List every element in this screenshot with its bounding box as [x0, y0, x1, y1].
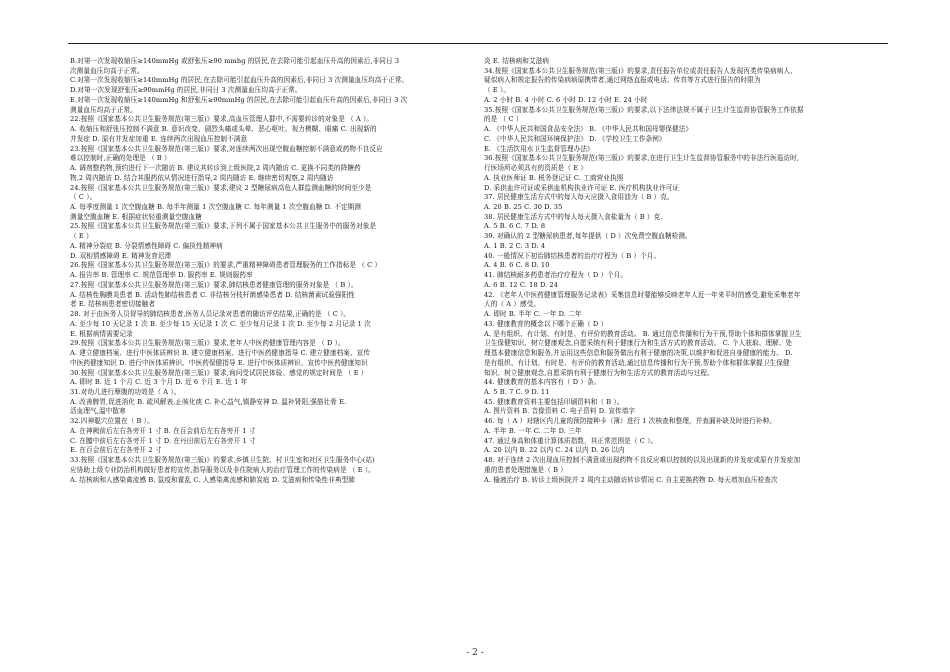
- text-line: 33.按照《国家基本公共卫生服务规范(第三版)》的要求,乡镇卫生院、村卫生室和社区卫生服务中心(站): [70, 456, 375, 465]
- text-line: 物,2 周内随访 D. 结合其服药依从情况进行指导,2 周内随访 E. 继续密切观察,2 周内随访: [70, 173, 334, 182]
- text-line: 应协助上级专业防治机构做好患者的宣传,指导服务以及非住院病人的治疗管理工作的传染病是 （ E ）。: [70, 465, 375, 474]
- text-line: 43. 健康教育的概念以下哪个正确（ D ）: [484, 319, 608, 328]
- text-line: A. 结核病和人感染禽流感 B. 鼠疫和霍乱 C. 人感染禽流感和肺炭疽 D. 艾滋病和传染性非典型肺: [70, 475, 355, 484]
- text-line: 46. 每（ A ）对辖区内儿童的预防接种卡（簿）进行 1 次核查和整理，并查漏补缺及时进行补种。: [484, 417, 776, 426]
- text-line: A. 精神分裂症 B. 分裂情感性障碍 C. 偏执性精神病: [70, 241, 223, 250]
- text-line: 35.按照《国家基本公共卫生服务规范(第三版)》的要求,以下法律法规不属于卫生计生监督协管服务工作依据: [484, 105, 804, 114]
- text-line: 30.按照《国家基本公共卫生服务规范(第三版)》要求,询问受试居民体验、感觉的规定时间是 （ E ）: [70, 368, 368, 377]
- text-line: A. 输液治疗 B. 转诊上级医院并 2 周内主动随访转诊情况 C. 自主更换药物 D. 每天增加血压检查次: [484, 475, 778, 484]
- text-line: D. 采供血许可证或采供血机构执业许可证 E. 医疗机构执业许可证: [484, 183, 680, 192]
- text-line: 26.按照《国家基本公共卫生服务规范(第三版)》的要求,严重精神障碍患者管理服务的工作指标是 （ C ）: [70, 261, 382, 270]
- text-line: A. 执业医师证 B. 税务登记证 C. 工商营业执照: [484, 173, 624, 182]
- text-line: （ E ）。: [484, 86, 511, 95]
- text-line: 42. 《老年人中医药健康管理服务记录表》采集信息时要能够反映老年人近一年来平时的感受,避免采集老年: [484, 290, 801, 299]
- text-line: A. 4 B. 6 C. 8 D. 10: [484, 261, 550, 270]
- text-line: 39. 对确认的 2 型糖尿病患者,每年提供（ D ）次免费空腹血糖检测。: [484, 232, 692, 241]
- text-line: D. 双相情感障碍 E. 精神发育迟滞: [70, 251, 172, 260]
- text-line: E. 根据病情需要记录: [70, 329, 133, 338]
- text-line: B.对第一次发现收缩压≥140mmHg 或舒张压≥90 mmhg 的居民,在去除可能引起血压升高的因素后,非同日 3: [70, 57, 400, 65]
- text-line: A. 收缩压和舒张压控制不满意 B. 意识改变、剧烈头痛或头晕、恶心呕吐、视力模糊、眼痛 C. 出现新的: [70, 125, 377, 134]
- text-line: A. 5 B. 7 C. 9 D. 11: [484, 387, 550, 396]
- text-line: 活血理气,温中散寒: [70, 407, 126, 416]
- text-line: 炎 E. 结核病和艾滋病: [484, 57, 550, 65]
- text-line: 23.按照《国家基本公共卫生服务规范(第三版)》要求,对连续两次出现空腹血糖控制不满意或药物不良反应: [70, 144, 383, 153]
- text-line: A. 1 B. 2 C. 3 D. 4: [484, 241, 546, 250]
- text-line: 的是 （ C ）: [484, 115, 523, 124]
- header-rule: [68, 43, 888, 44]
- text-line: 44. 健康教育的基本内容有（ D ）条。: [484, 378, 601, 387]
- text-line: 是有组织、有计划、有时是、有评价的教育活动,通过信息传播和行为干预,帮助个体和群体掌握卫生保健: [484, 358, 790, 367]
- text-line: A. 在神阙前后左右各旁开 1 寸 B. 在百会前后左右各旁开 1 寸: [70, 426, 256, 435]
- text-line: 29.按照《国家基本公共卫生服务规范(第三版)》要求,老年人中医药健康管理内容是 （ D ）。: [70, 339, 345, 348]
- text-line: 36.按照《国家基本公共卫生服务规范(第三版)》的要求,在进行卫生计生监督协管服务中的非法行医巡访时,: [484, 154, 800, 163]
- text-line: 22.按照《国家基本公共卫生服务规范(第三版)》要求,高血压管理人群中,不需要转诊的对象是 （ A ）。: [70, 115, 374, 124]
- text-line: C. 在膻中前后左右各旁开 1 寸 D. 在丹田前后左右各旁开 1 寸: [70, 436, 256, 445]
- text-line: A. 调剂整药物,预约进行下一次随访 B. 建议其转诊到上级医院,2 周内随访 C. 更换不同类的降糖药: [70, 164, 361, 173]
- text-line: A. 结核性胸膜炎患者 B. 活动性肺结核患者 C. 非结核分枝杆菌感染患者 D. 结核菌素试验强阳性: [70, 290, 355, 299]
- text-line: 知识、树立健康观念,自愿采纳有利于健康行为和生活方式的教育活动与过程。: [484, 368, 714, 377]
- text-line: A. 每季度测量 1 次空腹血糖 B. 每半年测量 1 次空腹血糖 C. 每年测量 1 次空腹血糖 D. 不定期测: [70, 203, 361, 212]
- text-line: 理基本健康信息和服务,并运用这些信息和服务做出有利于健康的决策,以维护和促进自身健康的能力。 D.: [484, 349, 793, 358]
- text-line: C. 《中华人民共和国环境保护法》 D. 《学校卫生工作条例》: [484, 134, 666, 143]
- text-line: 行医场所必须具有的资质是（ E ）: [484, 164, 588, 173]
- text-line: 人的（ A ）感受。: [484, 300, 541, 309]
- text-line: E. 《生活饮用水卫生监督管理办法》: [484, 144, 594, 153]
- text-line: A. 20 B. 25 C. 30 D. 35: [484, 203, 563, 212]
- text-line: A. 2 小时 B. 4 小时 C. 6 小时 D. 12 小时 E. 24 小时: [484, 95, 648, 104]
- left-column: [70, 57, 468, 485]
- text-line: 24.按照《国家基本公共卫生服务规范(第三版)》要求,建议 2 型糖尿病高危人群监测血糖的时间至少是: [70, 183, 372, 192]
- text-line: A. 即时 B. 半年 C. 一年 D. 二年: [484, 310, 582, 319]
- text-line: 28. 对于由医务人员督导的肺结核患者,医务人员记录对患者的随访评估结果,正确的是 （ C ）。: [70, 310, 351, 319]
- text-line: 34.按照《国家基本公共卫生服务规范(第三版)》的要求,责任报告单位或责任报告人发现丙类传染病病人、: [484, 66, 797, 75]
- text-line: A. 20 以内 B. 22 以内 C. 24 以内 D. 26 以内: [484, 446, 625, 455]
- text-line: A. 即时 B. 近 1 个月 C. 近 3 个月 D. 近 6 个月 E. 近 1 年: [70, 378, 248, 387]
- text-line: 25.按照《国家基本公共卫生服务规范(第三版)》要求,下列不属于国家基本公共卫生服务中的服务对象是: [70, 222, 377, 231]
- text-line: 41. 肺结核耐多药患者治疗疗程为（ D ）个月。: [484, 271, 628, 280]
- text-line: C.对第一次发现收缩压≥140mmHg 的居民,在去除可能引起血压升高的因素后,非同日 3 次测量血压均高于正常。: [70, 76, 409, 85]
- text-line: 45. 健康教育资料主要包括印刷资料和（ B ）。: [484, 397, 624, 406]
- text-line: A. 报告率 B. 管理率 C. 规范管理率 D. 服药率 E. 规则服药率: [70, 271, 253, 280]
- text-line: A. 是有组织、有计划、有时是、有评价的教育活动。 B. 通过信息传播和行为干预,帮助个体和群体掌握卫生: [484, 329, 802, 338]
- text-line: 测量空腹血糖 E. 根据症状轻重测量空腹血糖: [70, 212, 202, 221]
- text-line: 37. 居民健康生活方式中的每人每天应摄入食用油为（ B ）克。: [484, 193, 674, 202]
- text-line: 32.四神聪穴位置在（ B ）。: [70, 417, 154, 426]
- text-line: A. 图片资料 B. 音像资料 C. 电子资料 D. 宣传墙字: [484, 407, 636, 416]
- text-line: A. 至少每 10 天记录 1 次 B. 至少每 15 天记录 1 次 C. 至少每月记录 1 次 D. 至少每 2 月记录 1 次: [70, 319, 371, 328]
- text-line: 疑似病人和规定报告的传染病病原携带者,通过网络直报或电话、传真等方式进行报告的时限为: [484, 76, 761, 85]
- right-column: [484, 57, 882, 485]
- page-number: - 2 -: [466, 648, 484, 658]
- text-line: 40. 一般情况下初治肺结核患者的治疗疗程为（ B ）个月。: [484, 251, 661, 260]
- text-line: 中医药健康知识 D. 进行中医体质辨识、中医药保健指导 E. 进行中医体质辨识、宣传中医药健康知识: [70, 358, 368, 367]
- text-line: 47. 通过身高和体重计算体质指数，其正常范围是（ C ）。: [484, 436, 658, 445]
- text-line: A. 《中华人民共和国食品安全法》 B. 《中华人民共和国母婴保健法》: [484, 125, 693, 134]
- text-line: E.对第一次发现收缩压≥140mmHg 和舒张压≥90mmHg 的居民,在去除可能引起血压升高的因素后,非同日 3 次: [70, 95, 408, 104]
- text-line: A. 6 B. 12 C. 18 D. 24: [484, 280, 559, 289]
- text-line: 重的患者处理措施是（ B ）: [484, 465, 567, 474]
- text-line: 27.按照《国家基本公共卫生服务规范(第三版)》要求,肺结核患者健康管理的服务对象是 （ B ）。: [70, 280, 358, 289]
- text-line: D.对第一次发现舒张压≥90mmHg 的居民,非同日 3 次测量血压均高于正常。: [70, 86, 302, 95]
- text-line: （ E ）: [70, 232, 93, 241]
- text-line: E. 在百会前后左右各旁开 2 寸: [70, 446, 162, 455]
- text-line: A. 5 B. 6 C. 7 D. 8: [484, 222, 546, 231]
- text-line: 31.对幼儿进行摩腹的功效是（ A ）。: [70, 387, 181, 396]
- text-line: 38. 居民健康生活方式中的每人每天摄入食盐量为（ B ）克.: [484, 212, 663, 221]
- text-line: 测量血压均高于正常。: [70, 105, 137, 114]
- text-line: A. 建立健康档案、进行中医体质辨识 B. 建立健康档案、进行中医药健康指导 C. 建立健康档案、宣传: [70, 349, 371, 358]
- text-line: 48. 对于连续 2 次出现血压控制不满意或出现药物不良反应难以控制的以及出现新的并发症或原有并发症加: [484, 456, 801, 465]
- text-line: 卫生保健知识、树立健康观念,自愿采纳有利于健康行为和生活方式的教育活动。 C. 个人获取、理解、处: [484, 339, 793, 348]
- text-line: 次测量血压均高于正常。: [70, 66, 144, 75]
- text-line: A. 改善脾胃,促进消化 B. 疏风解表,止咳化痰 C. 补心益气,镇静安神 D. 温补肾阳,强筋壮骨 E.: [70, 397, 347, 406]
- text-line: 者 E. 结核病患者密切接触者: [70, 300, 156, 309]
- text-line: （ C ）。: [70, 193, 97, 202]
- text-line: 并发症 D. 原有并发症加重 E. 连续两次出现血压控制不满意: [70, 134, 248, 143]
- text-line: 难以控制时,正确的处理是 （ B ）: [70, 154, 171, 163]
- text-line: A. 半年 B. 一年 C. 二年 D. 三年: [484, 426, 582, 435]
